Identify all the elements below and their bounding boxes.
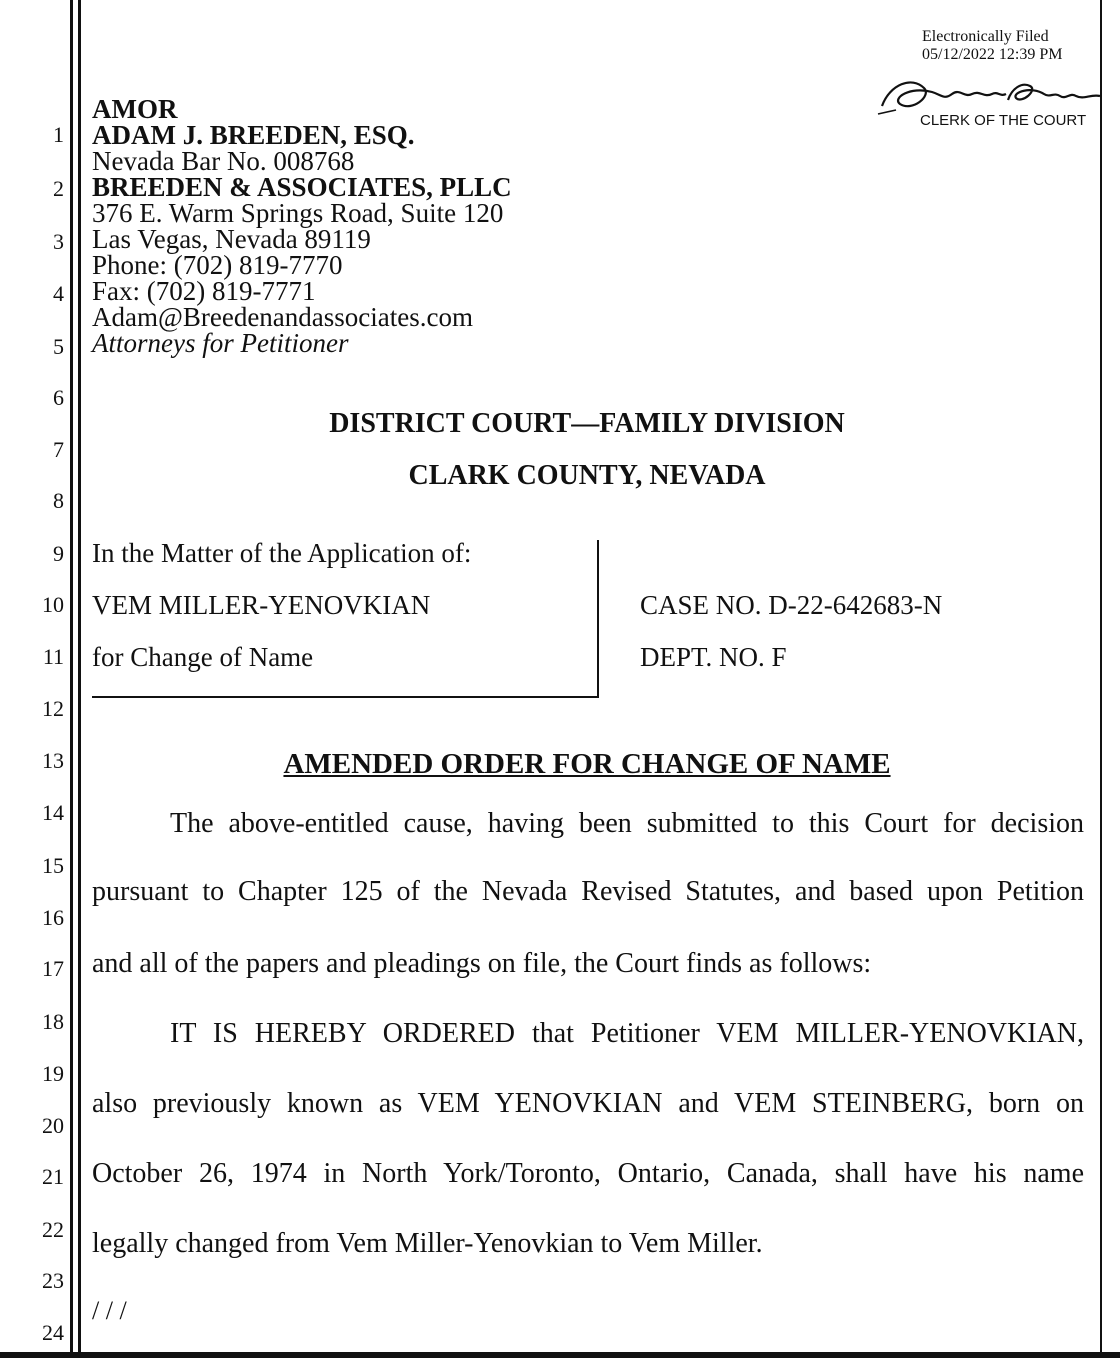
clerk-label: CLERK OF THE COURT [920,112,1087,129]
order-line: IT IS HEREBY ORDERED that Petitioner VEM MILLER-YENOVKIAN, [170,1018,1084,1049]
address-line-1: 376 E. Warm Springs Road, Suite 120 [92,198,504,228]
filed-label: Electronically Filed [922,28,1049,45]
line-number: 24 [42,1320,64,1345]
left-margin-rule-inner [78,0,81,1358]
order-line: also previously known as VEM YENOVKIAN and VEM STEINBERG, born on [92,1088,1084,1119]
line-number: 5 [53,334,64,359]
line-number: 22 [42,1217,64,1242]
petitioner-name: VEM MILLER-YENOVKIAN [92,590,431,620]
line-number: 21 [42,1164,64,1189]
line-number: 7 [53,437,64,462]
case-purpose: for Change of Name [92,642,314,672]
court-county: CLARK COUNTY, NEVADA [408,460,766,491]
order-line: pursuant to Chapter 125 of the Nevada Revised Statutes, and based upon Petition [92,876,1084,907]
continuation-marker: / / / [92,1296,127,1325]
line-number: 3 [53,229,64,254]
line-number: 4 [53,281,64,306]
department-number: DEPT. NO. F [640,642,787,672]
phone: Phone: (702) 819-7770 [92,250,343,280]
caption-code: AMOR [92,94,178,124]
line-number: 1 [53,122,64,147]
line-number: 16 [42,905,64,930]
bar-number: Nevada Bar No. 008768 [92,146,355,176]
order-line: legally changed from Vem Miller-Yenovkian to Vem Miller. [92,1228,763,1259]
line-number: 6 [53,385,64,410]
line-number: 12 [42,696,64,721]
matter-line: In the Matter of the Application of: [92,538,472,568]
caption-divider-horizontal [92,696,599,698]
filed-timestamp: 05/12/2022 12:39 PM [922,46,1063,63]
email: Adam@Breedenandassociates.com [92,302,473,332]
line-number: 8 [53,488,64,513]
line-number: 11 [42,644,64,669]
line-number: 23 [42,1268,64,1293]
order-line: and all of the papers and pleadings on file, the Court finds as follows: [92,948,872,979]
address-line-2: Las Vegas, Nevada 89119 [92,224,371,254]
fax: Fax: (702) 819-7771 [92,276,316,306]
line-number: 19 [42,1061,64,1086]
attorney-name: ADAM J. BREEDEN, ESQ. [92,120,415,150]
line-number: 2 [53,176,64,201]
court-name: DISTRICT COURT—FAMILY DIVISION [329,408,845,439]
line-number: 10 [42,592,64,617]
bottom-edge [0,1352,1120,1358]
order-line: October 26, 1974 in North York/Toronto, Ontario, Canada, shall have his name [92,1158,1084,1189]
order-line: The above-entitled cause, having been submitted to this Court for decision [170,808,1084,839]
line-number: 17 [42,956,64,981]
line-number: 20 [42,1113,64,1138]
right-margin-rule [1100,0,1102,1358]
caption-divider-vertical [597,540,599,698]
attorney-role: Attorneys for Petitioner [92,328,349,358]
left-margin-rule [70,0,73,1358]
line-number: 15 [42,853,64,878]
firm-name: BREEDEN & ASSOCIATES, PLLC [92,172,512,202]
case-number: CASE NO. D-22-642683-N [640,590,943,620]
line-number: 9 [53,541,64,566]
order-title: AMENDED ORDER FOR CHANGE OF NAME [283,748,891,780]
line-number: 14 [42,800,64,825]
attorney-caption [92,96,512,356]
line-number: 13 [42,748,64,773]
line-number: 18 [42,1009,64,1034]
